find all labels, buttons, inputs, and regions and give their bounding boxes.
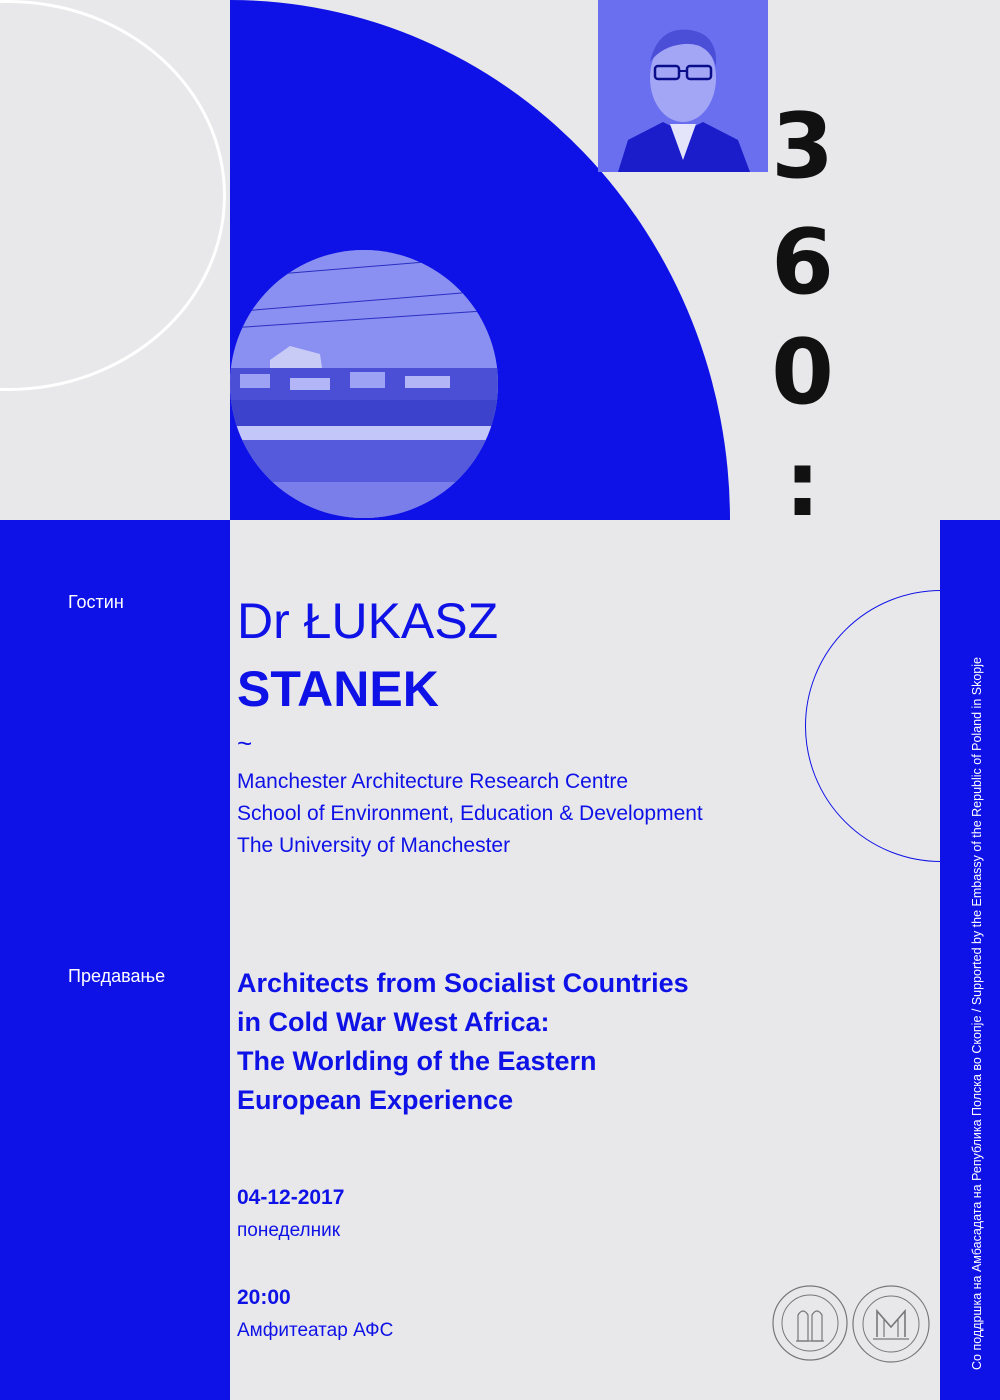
separator-tilde: ~: [237, 728, 253, 758]
event-day: понеделник: [237, 1220, 341, 1241]
left-blue-band: [0, 520, 230, 1400]
affiliation: [237, 766, 703, 862]
speaker-name-last: STANEK: [237, 661, 439, 717]
header-digit-3: 3: [771, 94, 834, 199]
lecture-title-line: European Experience: [237, 1085, 514, 1115]
event-date: 04-12-2017: [237, 1186, 345, 1209]
header-digit-0: 0: [771, 320, 834, 425]
decorative-outline-circle: [0, 0, 226, 391]
affiliation-line: The University of Manchester: [237, 834, 511, 857]
support-credit: Со поддршка на Амбасадата на Република Полска во Скопје / Supported by the Embassy of the Republic of Poland in Skopje: [970, 657, 984, 1370]
lecture-label: Предавање: [68, 966, 166, 986]
lecture-title-line: in Cold War West Africa:: [237, 1007, 550, 1037]
speaker-name-first: Dr ŁUKASZ: [237, 593, 499, 649]
faculty-seal-icon: [850, 1283, 932, 1365]
header-colon: :: [784, 432, 821, 537]
guest-label: Гостин: [68, 592, 124, 612]
lecture-title-line: The Worlding of the Eastern: [237, 1046, 597, 1076]
affiliation-line: School of Environment, Education & Development: [237, 802, 703, 825]
lecture-title-line: Architects from Socialist Countries: [237, 968, 689, 998]
event-venue: Амфитеатар АФС: [237, 1320, 394, 1341]
university-seal-icon: [770, 1283, 850, 1363]
speaker-portrait: [598, 0, 768, 172]
city-photo: [230, 250, 498, 518]
header-digit-6: 6: [771, 210, 834, 315]
affiliation-line: Manchester Architecture Research Centre: [237, 770, 629, 793]
lecture-title: [237, 964, 689, 1120]
event-time: 20:00: [237, 1286, 291, 1309]
